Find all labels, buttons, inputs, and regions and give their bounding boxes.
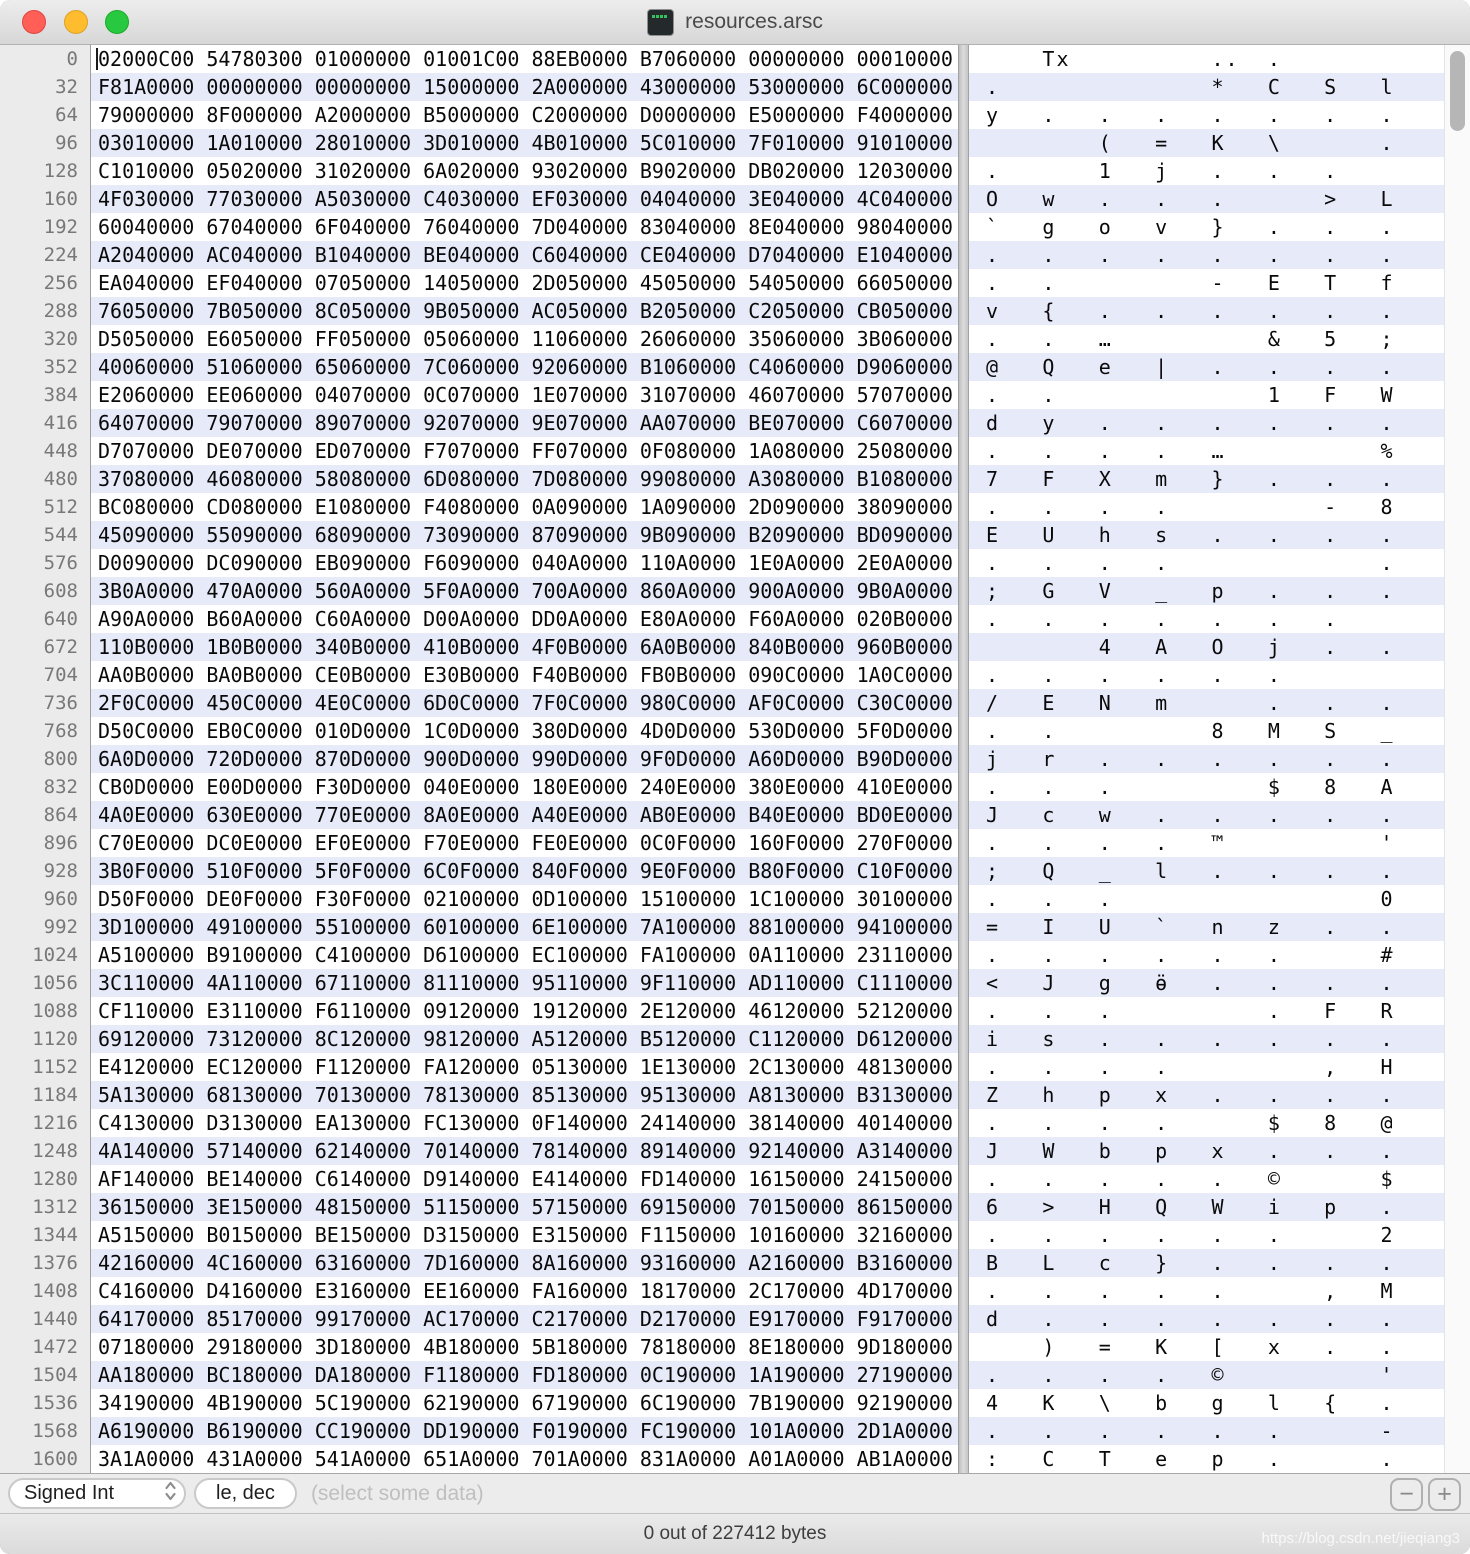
offset-label: 608 — [43, 580, 78, 602]
offset-label: 1056 — [32, 972, 78, 994]
ascii-row[interactable]: . . . . . . # — [986, 943, 1437, 967]
ascii-row[interactable]: 4 A O j . . — [969, 633, 1444, 661]
offset-label: 128 — [43, 160, 78, 182]
stepper-chevrons-icon — [163, 1479, 178, 1508]
ascii-row[interactable]: 4 K \ b g l { . — [986, 1391, 1437, 1415]
ascii-row[interactable]: . . . . ™ ' — [986, 831, 1437, 855]
offset-label: 32 — [55, 76, 78, 98]
ascii-pane[interactable] — [969, 45, 1444, 1473]
ascii-row[interactable]: . . . . . . — [986, 663, 1437, 687]
offset-label: 1280 — [32, 1168, 78, 1190]
ascii-row[interactable]: j r . . . . . . — [969, 745, 1444, 773]
hex-row[interactable]: CB0D0000 E00D0000 F30D0000 040E0000 180E0000 240E0000 380E0000 410E0000 — [98, 775, 953, 799]
hex-row[interactable]: C4130000 D3130000 EA130000 FC130000 0F140000 24140000 38140000 40140000 — [98, 1111, 953, 1135]
offset-label: 736 — [43, 692, 78, 714]
offset-label: 1312 — [32, 1196, 78, 1218]
hex-row[interactable]: C1010000 05020000 31020000 6A020000 93020000 B9020000 DB020000 12030000 — [98, 159, 953, 183]
hex-row[interactable]: AA0B0000 BA0B0000 CE0B0000 E30B0000 F40B0000 FB0B0000 090C0000 1A0C0000 — [98, 663, 953, 687]
ascii-row[interactable]: ; Q _ l . . . . — [969, 857, 1444, 885]
offset-label: 0 — [66, 48, 78, 70]
offset-label: 704 — [43, 664, 78, 686]
pane-splitter[interactable] — [958, 45, 969, 1473]
offset-label: 768 — [43, 720, 78, 742]
hex-row[interactable]: 6A0D0000 720D0000 870D0000 900D0000 990D0000 9F0D0000 A60D0000 B90D0000 — [91, 745, 958, 773]
offset-label: 576 — [43, 552, 78, 574]
hex-row[interactable]: CF110000 E3110000 F6110000 09120000 19120000 2E120000 46120000 52120000 — [98, 999, 953, 1023]
ascii-row[interactable]: d y . . . . . . — [969, 409, 1444, 437]
ascii-row[interactable]: . . 1 F W — [986, 383, 1437, 407]
ascii-row[interactable]: J c w . . . . . — [969, 801, 1444, 829]
hex-row[interactable]: 3D100000 49100000 55100000 60100000 6E100000 7A100000 88100000 94100000 — [91, 913, 958, 941]
offset-label: 192 — [43, 216, 78, 238]
hex-row[interactable]: A6190000 B6190000 CC190000 DD190000 F0190000 FC190000 101A0000 2D1A0000 — [91, 1417, 958, 1445]
ascii-row[interactable]: ( = K \ . — [969, 129, 1444, 157]
increase-font-button[interactable]: + — [1428, 1478, 1461, 1511]
offset-label: 1024 — [32, 944, 78, 966]
ascii-row[interactable]: . . - E T f — [986, 271, 1437, 295]
ascii-row[interactable]: : C T e p . . — [986, 1447, 1437, 1471]
ascii-row[interactable]: B L c } . . . . — [969, 1249, 1444, 1277]
hex-row[interactable]: C70E0000 DC0E0000 EF0E0000 F70E0000 FE0E0000 0C0F0000 160F0000 270F0000 — [98, 831, 953, 855]
ascii-row[interactable]: ` g o v } . . . — [986, 215, 1437, 239]
hex-row[interactable]: A2040000 AC040000 B1040000 BE040000 C6040000 CE040000 D7040000 E1040000 — [91, 241, 958, 269]
offset-label: 1536 — [32, 1392, 78, 1414]
ascii-row[interactable]: @ Q e | . . . . — [969, 353, 1444, 381]
hex-row[interactable]: 40060000 51060000 65060000 7C060000 92060000 B1060000 C4060000 D9060000 — [91, 353, 958, 381]
ascii-row[interactable]: ) = K [ x . . — [986, 1335, 1437, 1359]
hex-row[interactable]: 5A130000 68130000 70130000 78130000 85130000 95130000 A8130000 B3130000 — [91, 1081, 958, 1109]
ascii-row[interactable]: . . . . F R — [986, 999, 1437, 1023]
hex-row[interactable]: D50C0000 EB0C0000 010D0000 1C0D0000 380D0000 4D0D0000 530D0000 5F0D0000 — [98, 719, 953, 743]
scrollbar-thumb[interactable] — [1450, 51, 1465, 131]
hex-row[interactable]: A5150000 B0150000 BE150000 D3150000 E3150000 F1150000 10160000 32160000 — [98, 1223, 953, 1247]
offset-label: 160 — [43, 188, 78, 210]
watermark: https://blog.csdn.net/jieqiang3 — [1261, 1530, 1460, 1547]
ascii-row[interactable]: J W b p x . . . — [969, 1137, 1444, 1165]
hex-pane[interactable] — [91, 45, 958, 1473]
offset-label: 1376 — [32, 1252, 78, 1274]
text-caret — [96, 48, 98, 70]
hex-row[interactable]: 4A0E0000 630E0000 770E0000 8A0E0000 A40E0000 AB0E0000 B40E0000 BD0E0000 — [91, 801, 958, 829]
hex-row[interactable]: 2F0C0000 450C0000 4E0C0000 6D0C0000 7F0C0000 980C0000 AF0C0000 C30C0000 — [91, 689, 958, 717]
offset-label: 1472 — [32, 1336, 78, 1358]
hex-row[interactable]: AA180000 BC180000 DA180000 F1180000 FD180000 0C190000 1A190000 27190000 — [91, 1361, 958, 1389]
offset-label: 992 — [43, 916, 78, 938]
hex-row[interactable]: 37080000 46080000 58080000 6D080000 7D080000 99080000 A3080000 B1080000 — [91, 465, 958, 493]
ascii-row[interactable]: . . . . . , M — [986, 1279, 1437, 1303]
hex-row[interactable]: 110B0000 1B0B0000 340B0000 410B0000 4F0B0000 6A0B0000 840B0000 960B0000 — [91, 633, 958, 661]
hex-row[interactable]: 3C110000 4A110000 67110000 81110000 95110000 9F110000 AD110000 C1110000 — [91, 969, 958, 997]
hex-row[interactable]: D50F0000 DE0F0000 F30F0000 02100000 0D100000 15100000 1C100000 30100000 — [98, 887, 953, 911]
hex-row[interactable]: 42160000 4C160000 63160000 7D160000 8A160000 93160000 A2160000 B3160000 — [91, 1249, 958, 1277]
data-type-dropdown[interactable] — [8, 1478, 186, 1509]
hex-row[interactable]: D0090000 DC090000 EB090000 F6090000 040A0000 110A0000 1E0A0000 2E0A0000 — [98, 551, 953, 575]
ascii-row[interactable]: E U h s . . . . — [969, 521, 1444, 549]
offset-label: 640 — [43, 608, 78, 630]
hex-row[interactable]: 4F030000 77030000 A5030000 C4030000 EF030000 04040000 3E040000 4C040000 — [91, 185, 958, 213]
hex-row[interactable]: 79000000 8F000000 A2000000 B5000000 C2000000 D0000000 E5000000 F4000000 — [98, 103, 953, 127]
editor-content — [0, 45, 1470, 1473]
hex-row[interactable]: F81A0000 00000000 00000000 15000000 2A000000 43000000 53000000 6C000000 — [91, 73, 958, 101]
ascii-row[interactable]: . . . . … % — [986, 439, 1437, 463]
offset-gutter — [0, 45, 91, 1473]
hex-row[interactable]: 02000C00 54780300 01000000 01001C00 88EB0000 B7060000 00000000 00010000 — [98, 47, 953, 71]
ascii-row[interactable]: < J g ӫ . . . . — [969, 969, 1444, 997]
ascii-row[interactable]: . . . . . . 2 — [986, 1223, 1437, 1247]
ascii-row[interactable]: . 1 j . . . — [986, 159, 1437, 183]
ascii-row[interactable]: y . . . . . . . — [986, 103, 1437, 127]
hex-row[interactable]: BC080000 CD080000 E1080000 F4080000 0A090000 1A090000 2D090000 38090000 — [98, 495, 953, 519]
ascii-row[interactable]: . . … & 5 ; — [986, 327, 1437, 351]
ascii-row[interactable]: ; G V _ p . . . — [969, 577, 1444, 605]
offset-label: 1248 — [32, 1140, 78, 1162]
ascii-row[interactable]: . . . . . . . — [986, 607, 1437, 631]
ascii-row[interactable]: 6 > H Q W i p . — [969, 1193, 1444, 1221]
ascii-row[interactable]: / E N m . . . — [969, 689, 1444, 717]
hex-row[interactable]: E2060000 EE060000 04070000 0C070000 1E070000 31070000 46070000 57070000 — [98, 383, 953, 407]
hex-row[interactable]: D5050000 E6050000 FF050000 05060000 11060000 26060000 35060000 3B060000 — [98, 327, 953, 351]
ascii-row[interactable]: . * C S l — [969, 73, 1444, 101]
title-group — [0, 0, 1470, 44]
ascii-row[interactable]: Z h p x . . . . — [969, 1081, 1444, 1109]
offset-label: 416 — [43, 412, 78, 434]
selection-status: 0 out of 227412 bytes — [643, 1523, 827, 1544]
offset-label: 352 — [43, 356, 78, 378]
offset-label: 800 — [43, 748, 78, 770]
offset-label: 1440 — [32, 1308, 78, 1330]
offset-label: 1120 — [32, 1028, 78, 1050]
offset-label: 1216 — [32, 1112, 78, 1134]
offset-label: 896 — [43, 832, 78, 854]
offset-label: 864 — [43, 804, 78, 826]
hex-row[interactable]: 64170000 85170000 99170000 AC170000 C2170000 D2170000 E9170000 F9170000 — [91, 1305, 958, 1333]
document-proxy-icon[interactable] — [647, 9, 674, 36]
data-type-value: Signed Int — [24, 1482, 115, 1504]
offset-label: 224 — [43, 244, 78, 266]
hex-row[interactable]: D7070000 DE070000 ED070000 F7070000 FF070000 0F080000 1A080000 25080000 — [98, 439, 953, 463]
offset-label: 480 — [43, 468, 78, 490]
ascii-row[interactable]: = I U ` n z . . — [969, 913, 1444, 941]
offset-label: 448 — [43, 440, 78, 462]
hex-row[interactable]: 60040000 67040000 6F040000 76040000 7D040000 83040000 8E040000 98040000 — [98, 215, 953, 239]
offset-label: 96 — [55, 132, 78, 154]
offset-label: 1568 — [32, 1420, 78, 1442]
hex-row[interactable]: 3B0A0000 470A0000 560A0000 5F0A0000 700A0000 860A0000 900A0000 9B0A0000 — [91, 577, 958, 605]
ascii-row[interactable]: d . . . . . . . — [969, 1305, 1444, 1333]
ascii-row[interactable]: . . . . . . - — [969, 1417, 1444, 1445]
hex-row[interactable]: 3B0F0000 510F0000 5F0F0000 6C0F0000 840F0000 9E0F0000 B80F0000 C10F0000 — [91, 857, 958, 885]
hex-row[interactable]: 36150000 3E150000 48150000 51150000 57150000 69150000 70150000 86150000 — [91, 1193, 958, 1221]
hex-row[interactable]: 03010000 1A010000 28010000 3D010000 4B010000 5C010000 7F010000 91010000 — [91, 129, 958, 157]
offset-label: 1504 — [32, 1364, 78, 1386]
hex-row[interactable]: EA040000 EF040000 07050000 14050000 2D050000 45050000 54050000 66050000 — [98, 271, 953, 295]
title-bar[interactable] — [0, 0, 1470, 45]
ascii-row[interactable]: 7 F X m } . . . — [969, 465, 1444, 493]
ascii-row[interactable]: O w . . . > L — [969, 185, 1444, 213]
offset-label: 1184 — [32, 1084, 78, 1106]
hex-row[interactable]: 3A1A0000 431A0000 541A0000 651A0000 701A0000 831A0000 A01A0000 AB1A0000 — [98, 1447, 953, 1471]
ascii-row[interactable]: . . . $ 8 A — [986, 775, 1437, 799]
offset-label: 672 — [43, 636, 78, 658]
vertical-scrollbar[interactable] — [1444, 45, 1470, 1473]
hex-row[interactable]: A5100000 B9100000 C4100000 D6100000 EC100000 FA100000 0A110000 23110000 — [98, 943, 953, 967]
offset-label: 384 — [43, 384, 78, 406]
ascii-row[interactable]: . . . . . — [986, 551, 1437, 575]
offset-label: 288 — [43, 300, 78, 322]
window-title: resources.arsc — [685, 10, 823, 33]
offset-label: 1408 — [32, 1280, 78, 1302]
ascii-row[interactable]: . . 8 M S _ — [986, 719, 1437, 743]
ascii-row[interactable]: . . . . $ 8 @ — [986, 1111, 1437, 1135]
ascii-row[interactable]: . . . . - 8 — [986, 495, 1437, 519]
status-bar — [0, 1513, 1470, 1554]
hex-row[interactable]: 45090000 55090000 68090000 73090000 87090000 9B090000 B2090000 BD090000 — [91, 521, 958, 549]
hex-row[interactable]: E4120000 EC120000 F1120000 FA120000 05130000 1E130000 2C130000 48130000 — [98, 1055, 953, 1079]
hex-row[interactable]: 07180000 29180000 3D180000 4B180000 5B180000 78180000 8E180000 9D180000 — [98, 1335, 953, 1359]
offset-label: 1344 — [32, 1224, 78, 1246]
offset-label: 1088 — [32, 1000, 78, 1022]
offset-label: 512 — [43, 496, 78, 518]
ascii-row[interactable]: i s . . . . . . — [969, 1025, 1444, 1053]
ascii-row[interactable]: v { . . . . . . — [969, 297, 1444, 325]
decrease-font-button[interactable]: − — [1390, 1478, 1423, 1511]
ascii-row[interactable]: Tx .. . — [986, 47, 1437, 71]
offset-label: 64 — [55, 104, 78, 126]
hex-row[interactable]: 34190000 4B190000 5C190000 62190000 67190000 6C190000 7B190000 92190000 — [98, 1391, 953, 1415]
inspector-placeholder: (select some data) — [310, 1481, 484, 1505]
hex-row[interactable]: 4A140000 57140000 62140000 70140000 78140000 89140000 92140000 A3140000 — [91, 1137, 958, 1165]
ascii-row[interactable]: . . . . © ' — [969, 1361, 1444, 1389]
ascii-row[interactable]: . . . 0 — [986, 887, 1437, 911]
ascii-row[interactable]: . . . . , H — [986, 1055, 1437, 1079]
hex-row[interactable]: A90A0000 B60A0000 C60A0000 D00A0000 DD0A0000 E80A0000 F60A0000 020B0000 — [98, 607, 953, 631]
offset-label: 960 — [43, 888, 78, 910]
hex-row[interactable]: 76050000 7B050000 8C050000 9B050000 AC050000 B2050000 C2050000 CB050000 — [91, 297, 958, 325]
offset-label: 832 — [43, 776, 78, 798]
hex-row[interactable]: 69120000 73120000 8C120000 98120000 A5120000 B5120000 C1120000 D6120000 — [91, 1025, 958, 1053]
ascii-row[interactable]: . . . . . © $ — [986, 1167, 1437, 1191]
offset-label: 1600 — [32, 1448, 78, 1470]
hex-row[interactable]: 64070000 79070000 89070000 92070000 9E070000 AA070000 BE070000 C6070000 — [91, 409, 958, 437]
hex-row[interactable]: AF140000 BE140000 C6140000 D9140000 E4140000 FD140000 16150000 24150000 — [98, 1167, 953, 1191]
offset-label: 544 — [43, 524, 78, 546]
endianness-format-button[interactable]: le, dec — [194, 1478, 297, 1509]
hex-row[interactable]: C4160000 D4160000 E3160000 EE160000 FA160000 18170000 2C170000 4D170000 — [98, 1279, 953, 1303]
offset-label: 928 — [43, 860, 78, 882]
offset-label: 256 — [43, 272, 78, 294]
offset-label: 320 — [43, 328, 78, 350]
ascii-row[interactable]: . . . . . . . . — [969, 241, 1444, 269]
offset-label: 1152 — [32, 1056, 78, 1078]
data-inspector-toolbar — [0, 1473, 1470, 1513]
